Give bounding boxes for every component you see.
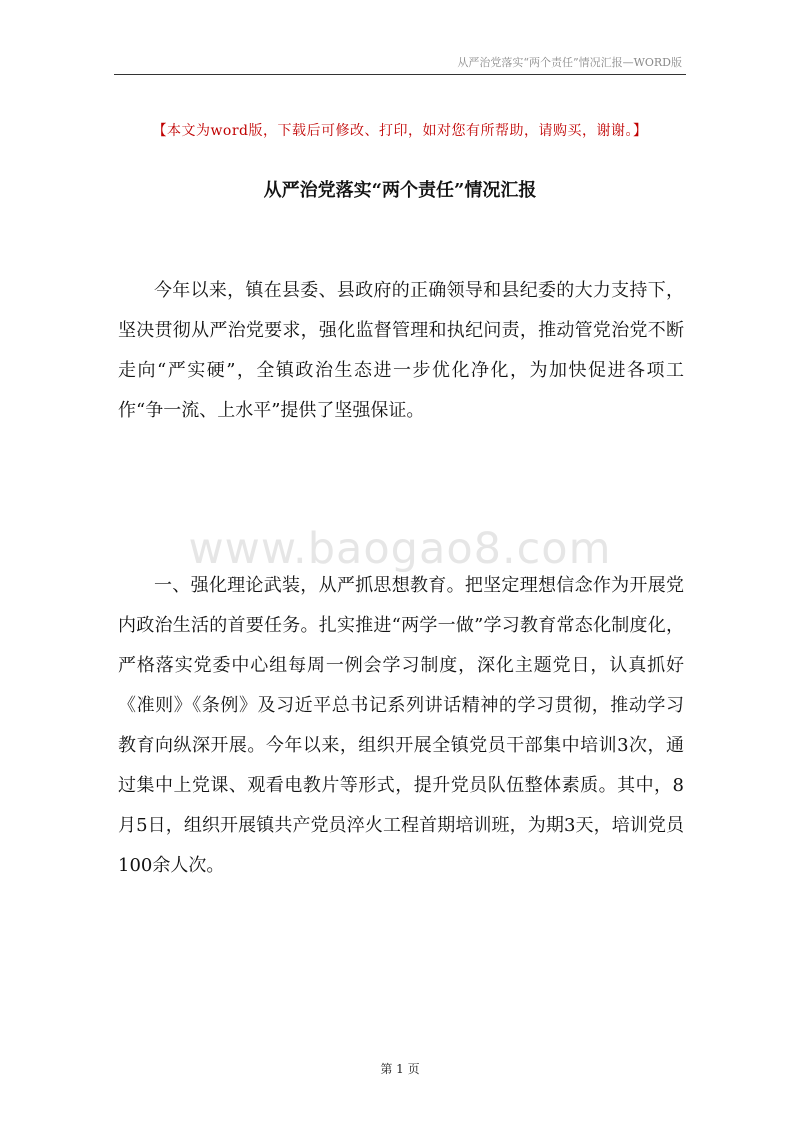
watermark: www.baogao8.com — [188, 524, 612, 574]
download-notice: 【本文为word版，下载后可修改、打印，如对您有所帮助，请购买，谢谢。】 — [152, 123, 648, 139]
header-divider — [114, 74, 686, 75]
document-title: 从严治党落实“两个责任”情况汇报 — [263, 180, 537, 201]
page-number: 第 1 页 — [380, 1062, 420, 1076]
running-header: 从严治党落实“两个责任”情况汇报—WORD版 — [457, 56, 682, 69]
paragraph-intro: 今年以来，镇在县委、县政府的正确领导和县纪委的大力支持下，坚决贯彻从严治党要求，强化监督管理和执纪问责，推动管党治党不断走向“严实硬”，全镇政治生态进一步优化净化，为加快促进各项工作“争一流、上水平”提供了坚强保证。 — [118, 280, 684, 421]
paragraph-section-one: 一、强化理论武装，从严抓思想教育。把坚定理想信念作为开展党内政治生活的首要任务。扎实推进“两学一做”学习教育常态化制度化，严格落实党委中心组每周一例会学习制度，深化主题党日，认真抓好《准则》《条例》及习近平总书记系列讲话精神的学习贯彻，推动学习教育向纵深开展。今年以来，组织开展全镇党员干部集中培训3次，通过集中上党课、观看电教片等形式，提升党员队伍整体素质。其中，8月5日，组织开展镇共产党员淬火工程首期培训班，为期3天，培训党员100余人次。 — [118, 575, 684, 876]
